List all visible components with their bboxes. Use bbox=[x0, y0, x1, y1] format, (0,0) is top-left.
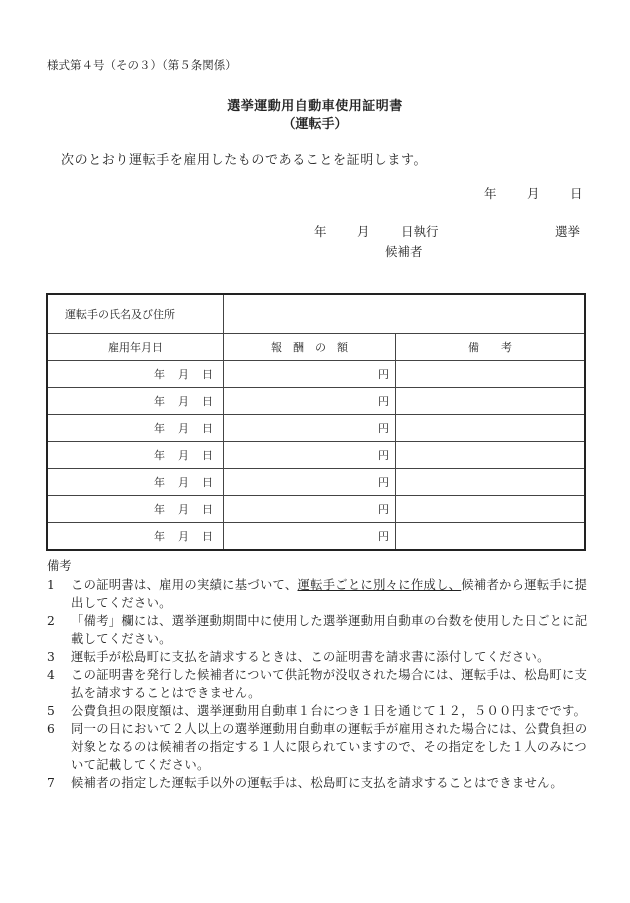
employment-date-field[interactable] bbox=[47, 388, 224, 415]
note-text-pre: この証明書は、雇用の実績に基づいて、 bbox=[71, 578, 298, 592]
note-item bbox=[47, 648, 592, 666]
name-address-row bbox=[47, 294, 585, 334]
year-label: 年 bbox=[154, 395, 165, 408]
table-row bbox=[47, 469, 585, 496]
name-address-label: 運転手の氏名及び住所 bbox=[47, 294, 224, 334]
remarks-field[interactable] bbox=[396, 469, 586, 496]
column-header-payment: 報 酬 の 額 bbox=[224, 334, 396, 361]
remarks-field[interactable] bbox=[396, 442, 586, 469]
employment-date-field[interactable] bbox=[47, 496, 224, 523]
exec-year-label: 年 bbox=[314, 224, 327, 239]
year-label: 年 bbox=[154, 449, 165, 462]
payment-field[interactable]: 円 bbox=[224, 496, 396, 523]
day-label: 日 bbox=[202, 422, 213, 435]
table-row bbox=[47, 415, 585, 442]
document-subtitle: （運転手） bbox=[282, 117, 348, 132]
note-text: この証明書を発行した候補者について供託物が没収された場合には、運転手は、松島町に支払を請求することはできません。 bbox=[71, 668, 588, 700]
year-label: 年 bbox=[154, 476, 165, 489]
issue-year-label: 年 bbox=[484, 186, 497, 201]
note-item bbox=[47, 720, 592, 774]
note-item bbox=[47, 702, 592, 720]
employment-date-field[interactable] bbox=[47, 523, 224, 551]
candidate-label: 候補者 bbox=[385, 244, 423, 259]
note-text: 候補者の指定した運転手以外の運転手は、松島町に支払を請求することはできません。 bbox=[71, 776, 564, 790]
employment-date-field[interactable] bbox=[47, 469, 224, 496]
employment-date-field[interactable] bbox=[47, 415, 224, 442]
remarks-field[interactable] bbox=[396, 496, 586, 523]
note-item bbox=[47, 774, 592, 792]
column-header-remarks: 備 考 bbox=[396, 334, 586, 361]
remarks-field[interactable] bbox=[396, 415, 586, 442]
year-label: 年 bbox=[154, 503, 165, 516]
month-label: 月 bbox=[178, 476, 189, 489]
note-item bbox=[47, 612, 592, 648]
issue-day-label: 日 bbox=[570, 186, 583, 201]
column-header-row bbox=[47, 334, 585, 361]
note-text: 「備考」欄には、選挙運動期間中に使用した選挙運動用自動車の台数を使用した日ごとに記載してください。 bbox=[71, 614, 588, 646]
remarks-field[interactable] bbox=[396, 523, 586, 551]
notes-heading: 備考 bbox=[47, 559, 72, 573]
name-address-field[interactable] bbox=[224, 294, 586, 334]
year-label: 年 bbox=[154, 368, 165, 381]
form-number: 様式第４号（その３）（第５条関係） bbox=[47, 58, 237, 72]
day-label: 日 bbox=[202, 368, 213, 381]
day-label: 日 bbox=[202, 476, 213, 489]
note-number: 4 bbox=[47, 668, 55, 682]
document-title: 選挙運動用自動車使用証明書 bbox=[227, 99, 403, 114]
day-label: 日 bbox=[202, 395, 213, 408]
table-row bbox=[47, 388, 585, 415]
payment-field[interactable]: 円 bbox=[224, 388, 396, 415]
note-text: 運転手が松島町に支払を請求するときは、この証明書を請求書に添付してください。 bbox=[71, 650, 550, 664]
note-number: 7 bbox=[47, 776, 55, 790]
notes-section bbox=[47, 557, 592, 792]
remarks-field[interactable] bbox=[396, 388, 586, 415]
day-label: 日 bbox=[202, 530, 213, 543]
day-label: 日 bbox=[202, 503, 213, 516]
employment-date-field[interactable] bbox=[47, 361, 224, 388]
intro-text: 次のとおり運転手を雇用したものであることを証明します。 bbox=[61, 153, 428, 168]
column-header-date: 雇用年月日 bbox=[47, 334, 224, 361]
day-label: 日 bbox=[202, 449, 213, 462]
month-label: 月 bbox=[178, 503, 189, 516]
note-item bbox=[47, 666, 592, 702]
payment-field[interactable]: 円 bbox=[224, 469, 396, 496]
table-row bbox=[47, 523, 585, 551]
month-label: 月 bbox=[178, 449, 189, 462]
employment-date-field[interactable] bbox=[47, 442, 224, 469]
table-row bbox=[47, 496, 585, 523]
payment-field[interactable]: 円 bbox=[224, 442, 396, 469]
note-text: 公費負担の限度額は、選挙運動用自動車１台につき１日を通じて１２，５００円までです。 bbox=[71, 704, 587, 718]
note-item bbox=[47, 576, 592, 612]
note-text-underlined: 運転手ごとに別々に作成し、 bbox=[297, 578, 462, 592]
year-label: 年 bbox=[154, 422, 165, 435]
note-number: 6 bbox=[47, 722, 55, 736]
month-label: 月 bbox=[178, 368, 189, 381]
table-row bbox=[47, 442, 585, 469]
note-number: 2 bbox=[47, 614, 55, 628]
remarks-field[interactable] bbox=[396, 361, 586, 388]
note-text: 同一の日において２人以上の選挙運動用自動車の運転手が雇用された場合には、公費負担の対象となるのは候補者の指定する１人に限られていますので、その指定をした１人のみについて記載してください。 bbox=[71, 722, 588, 772]
year-label: 年 bbox=[154, 530, 165, 543]
month-label: 月 bbox=[178, 422, 189, 435]
exec-day-label: 日執行 bbox=[401, 224, 439, 239]
payment-field[interactable]: 円 bbox=[224, 361, 396, 388]
payment-field[interactable]: 円 bbox=[224, 415, 396, 442]
month-label: 月 bbox=[178, 530, 189, 543]
table-row bbox=[47, 361, 585, 388]
note-number: 3 bbox=[47, 650, 55, 664]
note-number: 5 bbox=[47, 704, 55, 718]
issue-month-label: 月 bbox=[527, 186, 540, 201]
election-label: 選挙 bbox=[555, 224, 581, 239]
note-text bbox=[61, 576, 592, 612]
exec-month-label: 月 bbox=[357, 224, 370, 239]
note-text-post: 候補者から運転手に提出してください。 bbox=[71, 578, 588, 610]
note-number: 1 bbox=[47, 578, 55, 592]
month-label: 月 bbox=[178, 395, 189, 408]
payment-field[interactable]: 円 bbox=[224, 523, 396, 551]
driver-employment-table bbox=[46, 293, 586, 551]
